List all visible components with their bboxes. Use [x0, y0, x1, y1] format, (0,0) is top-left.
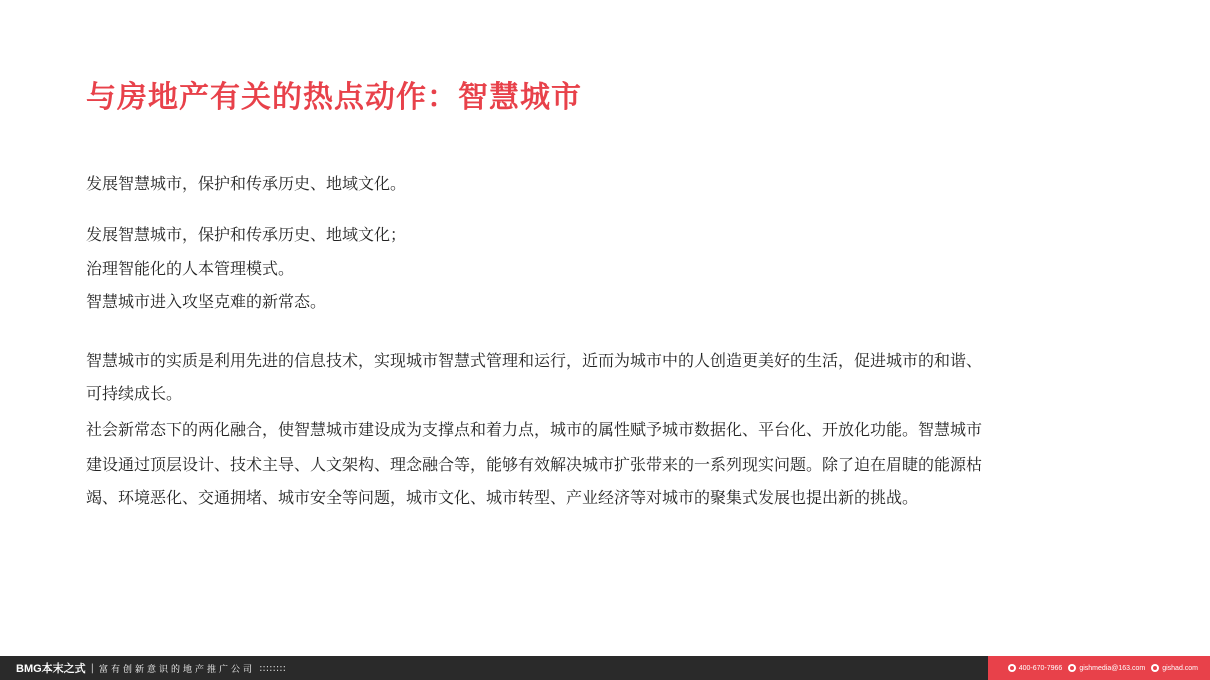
phone-number: 400-670-7966	[1018, 664, 1063, 672]
footer-contact-panel	[988, 656, 1210, 680]
contact-phone[interactable]	[1008, 664, 1063, 672]
contact-website[interactable]	[1151, 664, 1198, 672]
paragraph-4: 智慧城市进入攻坚克难的新常态。	[86, 292, 327, 311]
website-url: gishad.com	[1162, 664, 1198, 672]
brand-logo: BMG本末之式	[16, 663, 86, 675]
paragraph-6-line-3: 竭、环境恶化、交通拥堵、城市安全等问题，城市文化、城市转型、产业经济等对城市的聚集式发展也提出新的挑战。	[86, 488, 919, 507]
contact-email[interactable]	[1068, 664, 1145, 672]
paragraph-3: 治理智能化的人本管理模式。	[86, 259, 295, 278]
paragraph-5-line-2: 可持续成长。	[86, 384, 183, 403]
paragraph-2: 发展智慧城市，保护和传承历史、地域文化；	[86, 225, 407, 244]
paragraph-6-line-1: 社会新常态下的两化融合，使智慧城市建设成为支撑点和着力点，城市的属性赋予城市数据化、平台化、开放化功能。智慧城市	[86, 420, 983, 439]
phone-icon	[1008, 664, 1016, 672]
email-address: gishmedia@163.com	[1079, 664, 1146, 672]
paragraph-1: 发展智慧城市，保护和传承历史、地域文化。	[86, 174, 407, 193]
footer-bar	[0, 656, 1210, 680]
globe-icon	[1151, 664, 1159, 672]
email-icon	[1068, 664, 1076, 672]
footer-slogan: 富有创新意识的地产推广公司	[99, 664, 256, 675]
paragraph-6-line-2: 建设通过顶层设计、技术主导、人文架构、理念融合等，能够有效解决城市扩张带来的一系列现实问题。除了迫在眉睫的能源枯	[86, 455, 983, 474]
footer-branding	[16, 656, 286, 680]
page-title: 与房地产有关的热点动作：智慧城市	[86, 80, 582, 115]
paragraph-5-line-1: 智慧城市的实质是利用先进的信息技术，实现城市智慧式管理和运行，近而为城市中的人创造更美好的生活，促进城市的和谐、	[86, 351, 983, 370]
footer-separator: |	[90, 662, 95, 674]
footer-dots: ::::::::	[259, 662, 287, 674]
